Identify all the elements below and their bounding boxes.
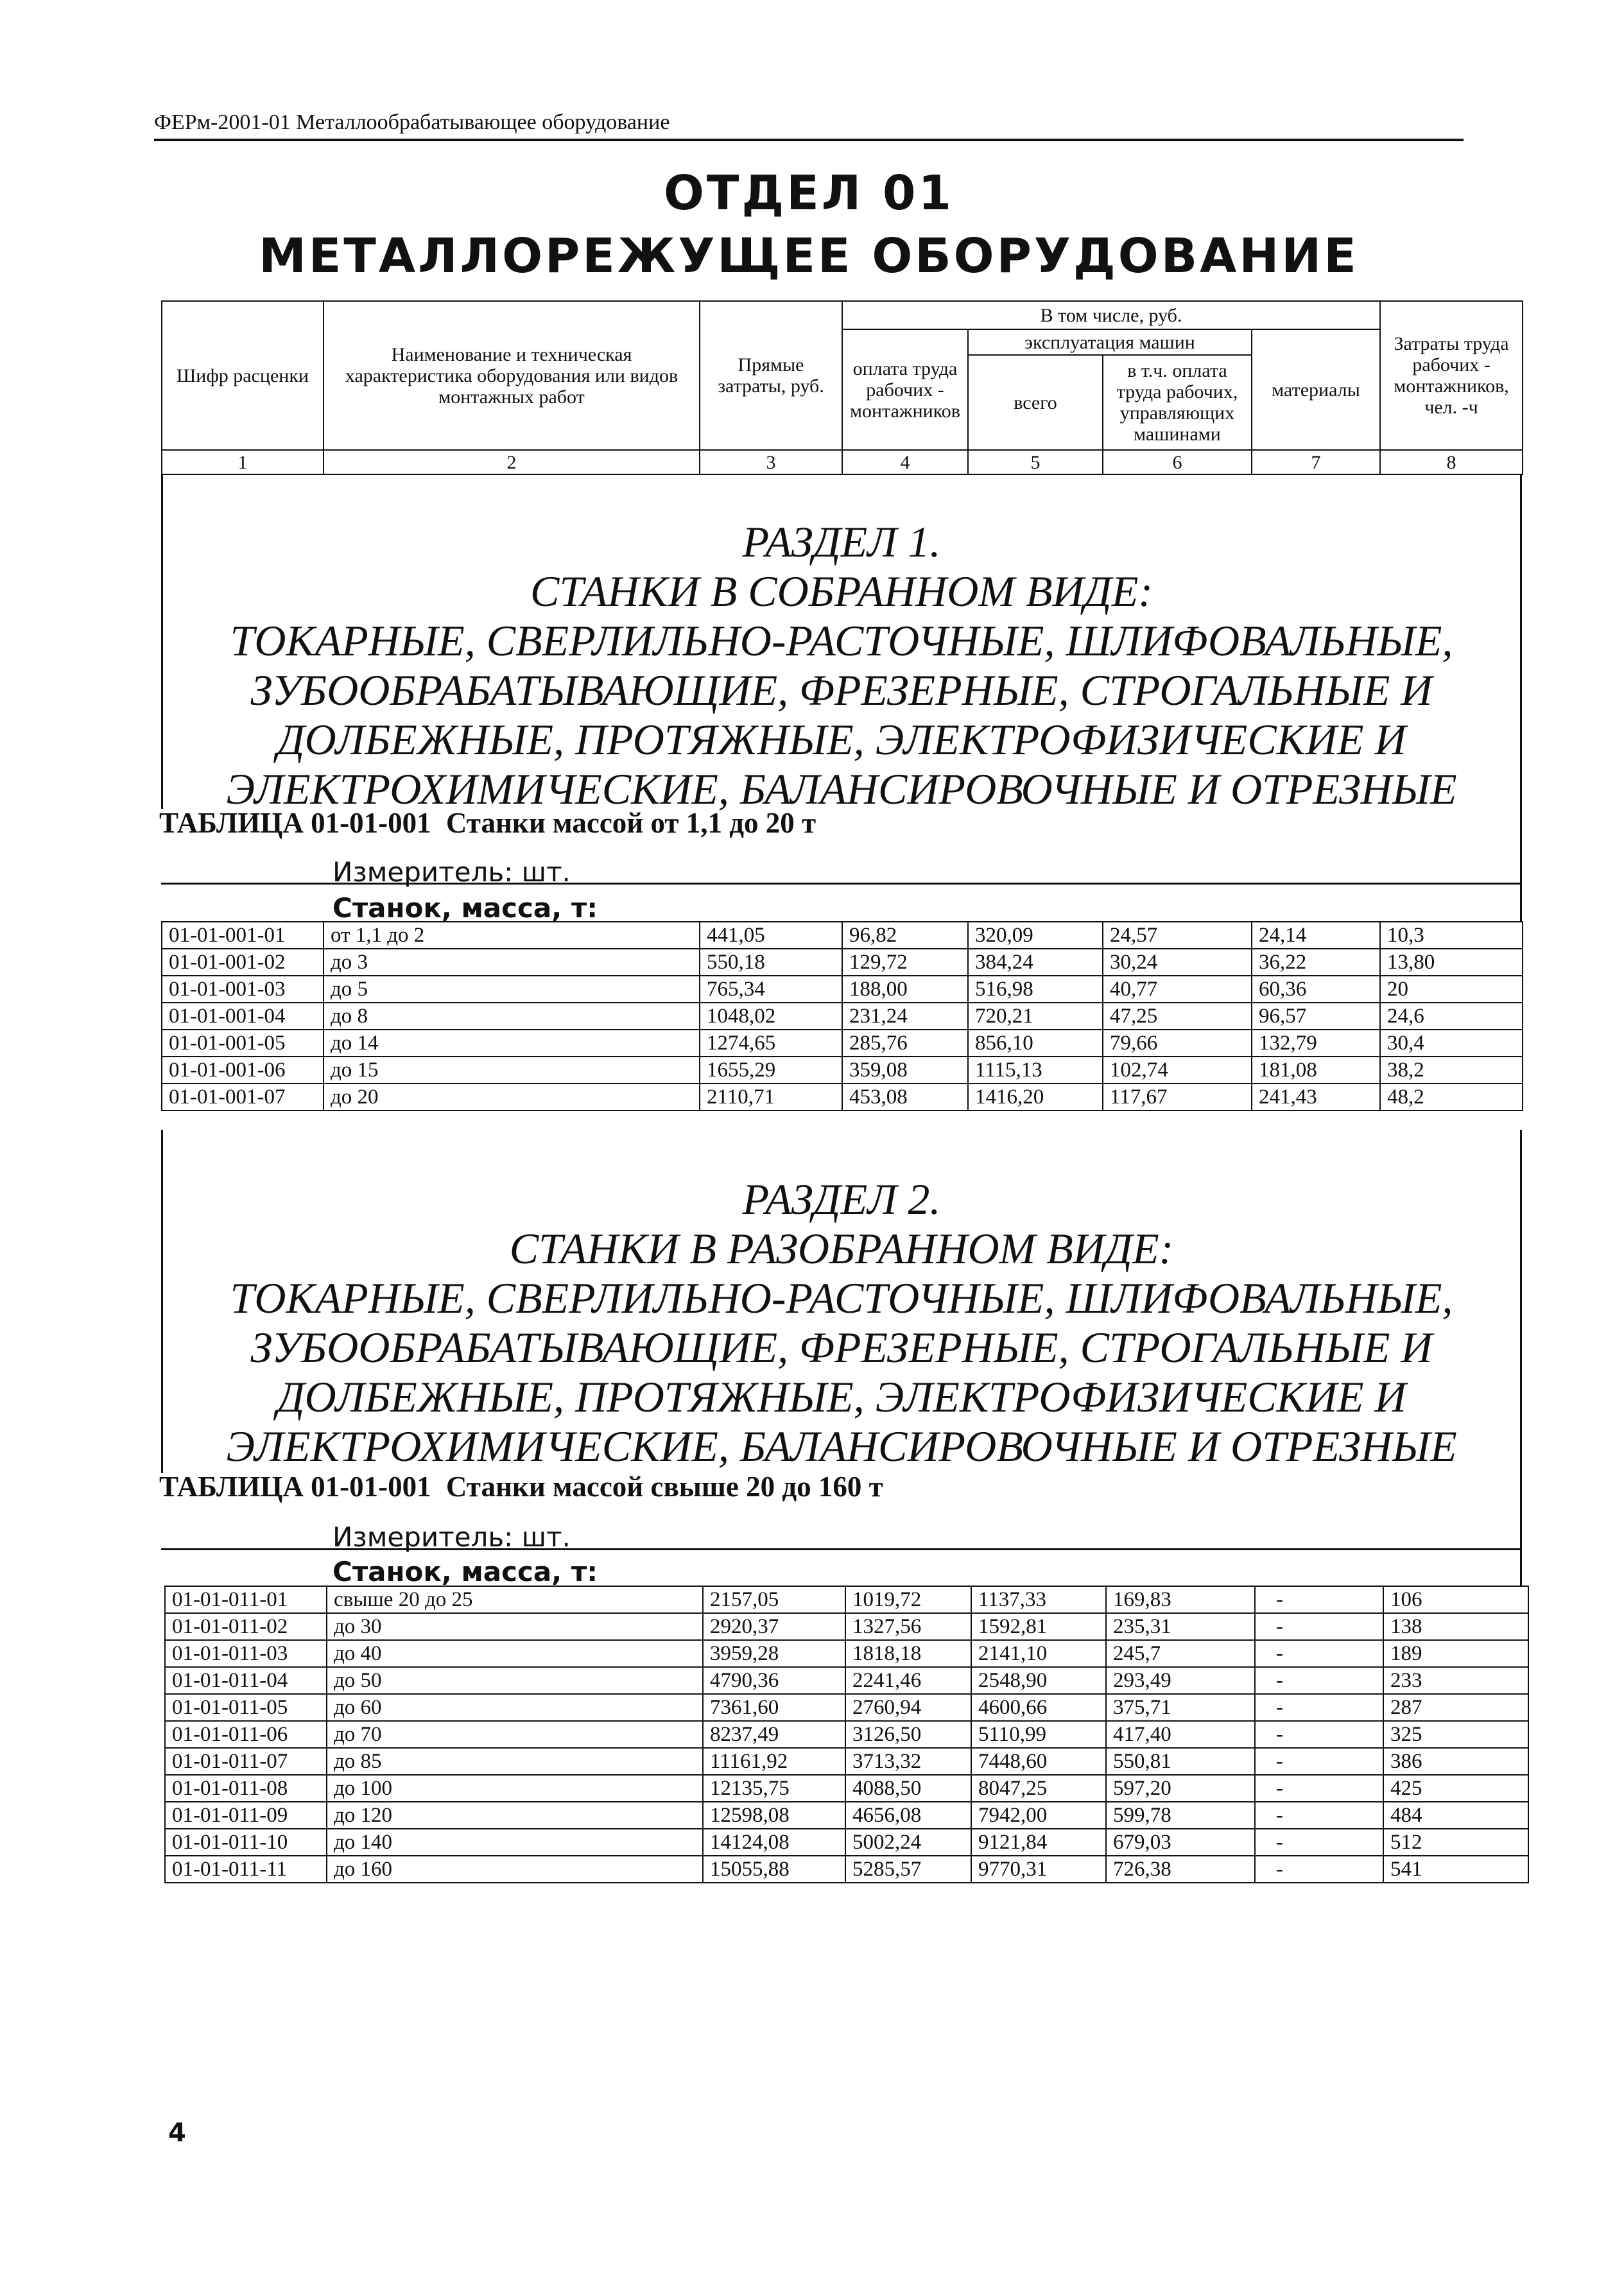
cell-name: до 100 [327, 1775, 703, 1802]
col-number: 1 [162, 450, 324, 474]
cell-direct: 15055,88 [703, 1856, 845, 1883]
cell-materials: - [1255, 1748, 1383, 1775]
cell-operators-pay: 599,78 [1106, 1802, 1255, 1829]
cell-code: 01-01-011-04 [165, 1667, 327, 1694]
cell-machines-total: 9121,84 [971, 1829, 1106, 1856]
cell-labor-hours: 189 [1383, 1640, 1528, 1667]
cell-code: 01-01-001-04 [162, 1003, 324, 1030]
cell-labor-hours: 287 [1383, 1694, 1528, 1721]
cell-materials: - [1255, 1802, 1383, 1829]
cell-code: 01-01-011-06 [165, 1721, 327, 1748]
cell-name: до 120 [327, 1802, 703, 1829]
cell-name: до 20 [324, 1084, 700, 1111]
group-label: Станок, масса, т: [333, 892, 598, 924]
cell-operators-pay: 40,77 [1103, 976, 1252, 1003]
cell-labor-hours: 233 [1383, 1667, 1528, 1694]
section-2-heading [159, 1175, 1524, 1471]
cell-direct: 1048,02 [700, 1003, 842, 1030]
cell-direct: 2157,05 [703, 1586, 845, 1613]
cell-labor-hours: 13,80 [1380, 949, 1523, 976]
cell-direct: 765,34 [700, 976, 842, 1003]
cell-name: до 70 [327, 1721, 703, 1748]
page-number: 4 [168, 2118, 186, 2148]
cell-labor-hours: 512 [1383, 1829, 1528, 1856]
cell-name: до 140 [327, 1829, 703, 1856]
cell-labor-pay: 285,76 [842, 1030, 968, 1057]
table-row [165, 1802, 1528, 1829]
cell-direct: 12135,75 [703, 1775, 845, 1802]
cell-name: до 85 [327, 1748, 703, 1775]
cell-direct: 11161,92 [703, 1748, 845, 1775]
cell-direct: 8237,49 [703, 1721, 845, 1748]
cell-machines-total: 384,24 [968, 949, 1103, 976]
cell-labor-pay: 4656,08 [845, 1802, 971, 1829]
cell-machines-total: 320,09 [968, 922, 1103, 949]
cell-labor-hours: 325 [1383, 1721, 1528, 1748]
cell-operators-pay: 293,49 [1106, 1667, 1255, 1694]
section-line: РАЗДЕЛ 1. [742, 517, 941, 566]
cell-machines-total: 1115,13 [968, 1057, 1103, 1084]
col-number: 3 [700, 450, 842, 474]
table-title: Станки массой свыше 20 до 160 т [445, 1471, 883, 1503]
cell-materials: 181,08 [1252, 1057, 1380, 1084]
cell-machines-total: 5110,99 [971, 1721, 1106, 1748]
cell-operators-pay: 235,31 [1106, 1613, 1255, 1640]
cell-direct: 1655,29 [700, 1057, 842, 1084]
measure-unit: Измеритель: шт. [333, 856, 571, 888]
table-row [165, 1667, 1528, 1694]
cell-operators-pay: 24,57 [1103, 922, 1252, 949]
cell-labor-hours: 106 [1383, 1586, 1528, 1613]
cell-machines-total: 720,21 [968, 1003, 1103, 1030]
department-number: ОТДЕЛ 01 [663, 166, 955, 221]
cell-machines-total: 2548,90 [971, 1667, 1106, 1694]
col-code-header: Шифр расценки [162, 301, 324, 450]
table-row [165, 1586, 1528, 1613]
table-row [162, 949, 1523, 976]
cell-direct: 12598,08 [703, 1802, 845, 1829]
table-row [165, 1721, 1528, 1748]
table-row [162, 1084, 1523, 1111]
table-row [165, 1856, 1528, 1883]
col-number: 8 [1380, 450, 1523, 474]
cell-operators-pay: 102,74 [1103, 1057, 1252, 1084]
cell-direct: 4790,36 [703, 1667, 845, 1694]
cell-name: до 50 [327, 1667, 703, 1694]
cell-labor-pay: 2241,46 [845, 1667, 971, 1694]
table-row [162, 1057, 1523, 1084]
table-label: ТАБЛИЦА 01-01-001 [159, 807, 431, 839]
cell-labor-pay: 4088,50 [845, 1775, 971, 1802]
cell-code: 01-01-001-05 [162, 1030, 324, 1057]
table-caption [159, 806, 816, 840]
cell-name: до 15 [324, 1057, 700, 1084]
cell-operators-pay: 679,03 [1106, 1829, 1255, 1856]
cell-direct: 2920,37 [703, 1613, 845, 1640]
table-row [165, 1775, 1528, 1802]
cell-operators-pay: 375,71 [1106, 1694, 1255, 1721]
cell-labor-hours: 24,6 [1380, 1003, 1523, 1030]
cell-direct: 441,05 [700, 922, 842, 949]
table-row [162, 922, 1523, 949]
running-header: ФЕРм-2001-01 Металлообрабатывающее оборудование [154, 110, 670, 134]
cell-labor-pay: 129,72 [842, 949, 968, 976]
col-number: 5 [968, 450, 1103, 474]
cell-materials: 36,22 [1252, 949, 1380, 976]
cell-operators-pay: 597,20 [1106, 1775, 1255, 1802]
section-line: ДОЛБЕЖНЫЕ, ПРОТЯЖНЫЕ, ЭЛЕКТРОФИЗИЧЕСКИЕ И [277, 1372, 1406, 1421]
cell-labor-hours: 20 [1380, 976, 1523, 1003]
cell-operators-pay: 726,38 [1106, 1856, 1255, 1883]
cell-machines-total: 516,98 [968, 976, 1103, 1003]
cell-name: от 1,1 до 2 [324, 922, 700, 949]
cell-labor-hours: 541 [1383, 1856, 1528, 1883]
cell-name: до 40 [327, 1640, 703, 1667]
cell-operators-pay: 117,67 [1103, 1084, 1252, 1111]
col-name-header: Наименование и техническая характеристика оборудования или видов монтажных работ [324, 301, 700, 450]
cell-labor-pay: 2760,94 [845, 1694, 971, 1721]
cell-code: 01-01-011-07 [165, 1748, 327, 1775]
rates-table-2 [164, 1586, 1529, 1883]
cell-machines-total: 856,10 [968, 1030, 1103, 1057]
department-title: МЕТАЛЛОРЕЖУЩЕЕ ОБОРУДОВАНИЕ [259, 229, 1359, 284]
cell-materials: 132,79 [1252, 1030, 1380, 1057]
cell-direct: 3959,28 [703, 1640, 845, 1667]
cell-operators-pay: 79,66 [1103, 1030, 1252, 1057]
cell-direct: 550,18 [700, 949, 842, 976]
cell-name: до 14 [324, 1030, 700, 1057]
section-1-heading [159, 517, 1524, 814]
cell-labor-pay: 5002,24 [845, 1829, 971, 1856]
section-line: ЭЛЕКТРОХИМИЧЕСКИЕ, БАЛАНСИРОВОЧНЫЕ И ОТРЕЗНЫЕ [226, 765, 1457, 813]
cell-machines-total: 7448,60 [971, 1748, 1106, 1775]
table-row [165, 1829, 1528, 1856]
table-row [165, 1748, 1528, 1775]
col-total-header: всего [968, 355, 1103, 450]
cell-labor-pay: 231,24 [842, 1003, 968, 1030]
cell-code: 01-01-001-06 [162, 1057, 324, 1084]
cell-machines-total: 2141,10 [971, 1640, 1106, 1667]
cell-labor-pay: 453,08 [842, 1084, 968, 1111]
cell-materials: 241,43 [1252, 1084, 1380, 1111]
cell-labor-hours: 38,2 [1380, 1057, 1523, 1084]
col-machines-header: эксплуатация машин [968, 329, 1252, 355]
col-labor-pay-header: оплата труда рабочих - монтажников [842, 329, 968, 450]
table-row [165, 1640, 1528, 1667]
cell-operators-pay: 30,24 [1103, 949, 1252, 976]
cell-machines-total: 1416,20 [968, 1084, 1103, 1111]
cell-labor-pay: 1019,72 [845, 1586, 971, 1613]
cell-code: 01-01-001-03 [162, 976, 324, 1003]
group-label: Станок, масса, т: [333, 1556, 598, 1587]
cell-operators-pay: 550,81 [1106, 1748, 1255, 1775]
cell-machines-total: 1592,81 [971, 1613, 1106, 1640]
cell-code: 01-01-011-01 [165, 1586, 327, 1613]
cell-name: до 60 [327, 1694, 703, 1721]
cell-code: 01-01-011-02 [165, 1613, 327, 1640]
table-row [165, 1694, 1528, 1721]
cell-code: 01-01-011-11 [165, 1856, 327, 1883]
table-caption [159, 1470, 883, 1503]
table-row [165, 1613, 1528, 1640]
cell-direct: 7361,60 [703, 1694, 845, 1721]
cell-materials: - [1255, 1613, 1383, 1640]
section-line: ЭЛЕКТРОХИМИЧЕСКИЕ, БАЛАНСИРОВОЧНЫЕ И ОТРЕЗНЫЕ [226, 1422, 1457, 1471]
cell-direct: 2110,71 [700, 1084, 842, 1111]
cell-direct: 1274,65 [700, 1030, 842, 1057]
section-line: СТАНКИ В РАЗОБРАННОМ ВИДЕ: [509, 1224, 1174, 1273]
section-line: ТОКАРНЫЕ, СВЕРЛИЛЬНО-РАСТОЧНЫЕ, ШЛИФОВАЛЬНЫЕ, [230, 1274, 1453, 1322]
cell-operators-pay: 169,83 [1106, 1586, 1255, 1613]
cell-operators-pay: 245,7 [1106, 1640, 1255, 1667]
column-header-table [161, 300, 1523, 475]
cell-code: 01-01-011-03 [165, 1640, 327, 1667]
cell-labor-pay: 188,00 [842, 976, 968, 1003]
section-line: ДОЛБЕЖНЫЕ, ПРОТЯЖНЫЕ, ЭЛЕКТРОФИЗИЧЕСКИЕ И [277, 715, 1406, 764]
cell-materials: - [1255, 1856, 1383, 1883]
col-number: 7 [1252, 450, 1380, 474]
measure-unit: Измеритель: шт. [333, 1521, 571, 1553]
cell-name: до 3 [324, 949, 700, 976]
cell-materials: - [1255, 1667, 1383, 1694]
cell-machines-total: 8047,25 [971, 1775, 1106, 1802]
table-row [162, 976, 1523, 1003]
cell-code: 01-01-001-01 [162, 922, 324, 949]
col-materials-header: материалы [1252, 329, 1380, 450]
cell-labor-pay: 359,08 [842, 1057, 968, 1084]
cell-materials: 24,14 [1252, 922, 1380, 949]
section-line: ЗУБООБРАБАТЫВАЮЩИЕ, ФРЕЗЕРНЫЕ, СТРОГАЛЬНЫЕ И [250, 1323, 1433, 1372]
header-rule [154, 139, 1464, 141]
table-row [162, 1003, 1523, 1030]
section-line: ЗУБООБРАБАТЫВАЮЩИЕ, ФРЕЗЕРНЫЕ, СТРОГАЛЬНЫЕ И [250, 666, 1433, 714]
cell-labor-pay: 3713,32 [845, 1748, 971, 1775]
cell-machines-total: 4600,66 [971, 1694, 1106, 1721]
col-direct-header: Прямые затраты, руб. [700, 301, 842, 450]
cell-materials: - [1255, 1640, 1383, 1667]
cell-code: 01-01-001-02 [162, 949, 324, 976]
cell-labor-hours: 138 [1383, 1613, 1528, 1640]
rates-table-1 [161, 921, 1523, 1111]
cell-name: до 30 [327, 1613, 703, 1640]
col-labor-hours-header: Затраты труда рабочих - монтажников, чел. -ч [1380, 301, 1523, 450]
cell-labor-hours: 386 [1383, 1748, 1528, 1775]
cell-name: до 160 [327, 1856, 703, 1883]
cell-code: 01-01-011-08 [165, 1775, 327, 1802]
cell-name: до 5 [324, 976, 700, 1003]
table-label: ТАБЛИЦА 01-01-001 [159, 1471, 431, 1503]
cell-operators-pay: 417,40 [1106, 1721, 1255, 1748]
cell-labor-hours: 425 [1383, 1775, 1528, 1802]
col-number: 4 [842, 450, 968, 474]
cell-name: до 8 [324, 1003, 700, 1030]
cell-code: 01-01-011-09 [165, 1802, 327, 1829]
table-title: Станки массой от 1,1 до 20 т [445, 807, 816, 839]
cell-labor-pay: 96,82 [842, 922, 968, 949]
cell-labor-hours: 30,4 [1380, 1030, 1523, 1057]
cell-materials: - [1255, 1775, 1383, 1802]
cell-labor-pay: 3126,50 [845, 1721, 971, 1748]
cell-labor-hours: 10,3 [1380, 922, 1523, 949]
cell-operators-pay: 47,25 [1103, 1003, 1252, 1030]
section-line: РАЗДЕЛ 2. [742, 1175, 941, 1223]
cell-labor-hours: 484 [1383, 1802, 1528, 1829]
cell-materials: - [1255, 1586, 1383, 1613]
cell-materials: - [1255, 1694, 1383, 1721]
cell-labor-pay: 5285,57 [845, 1856, 971, 1883]
col-number: 2 [324, 450, 700, 474]
cell-labor-pay: 1327,56 [845, 1613, 971, 1640]
cell-code: 01-01-011-05 [165, 1694, 327, 1721]
col-number: 6 [1103, 450, 1252, 474]
cell-materials: 96,57 [1252, 1003, 1380, 1030]
cell-machines-total: 7942,00 [971, 1802, 1106, 1829]
col-operators-header: в т.ч. оплата труда рабочих, управляющих машинами [1103, 355, 1252, 450]
cell-machines-total: 9770,31 [971, 1856, 1106, 1883]
cell-code: 01-01-001-07 [162, 1084, 324, 1111]
cell-labor-hours: 48,2 [1380, 1084, 1523, 1111]
cell-name: свыше 20 до 25 [327, 1586, 703, 1613]
cell-code: 01-01-011-10 [165, 1829, 327, 1856]
section-line: ТОКАРНЫЕ, СВЕРЛИЛЬНО-РАСТОЧНЫЕ, ШЛИФОВАЛЬНЫЕ, [230, 616, 1453, 665]
col-incl-header: В том числе, руб. [842, 301, 1380, 329]
cell-materials: - [1255, 1829, 1383, 1856]
cell-direct: 14124,08 [703, 1829, 845, 1856]
cell-labor-pay: 1818,18 [845, 1640, 971, 1667]
cell-materials: 60,36 [1252, 976, 1380, 1003]
cell-materials: - [1255, 1721, 1383, 1748]
table-row [162, 1030, 1523, 1057]
section-line: СТАНКИ В СОБРАННОМ ВИДЕ: [530, 567, 1153, 616]
cell-machines-total: 1137,33 [971, 1586, 1106, 1613]
